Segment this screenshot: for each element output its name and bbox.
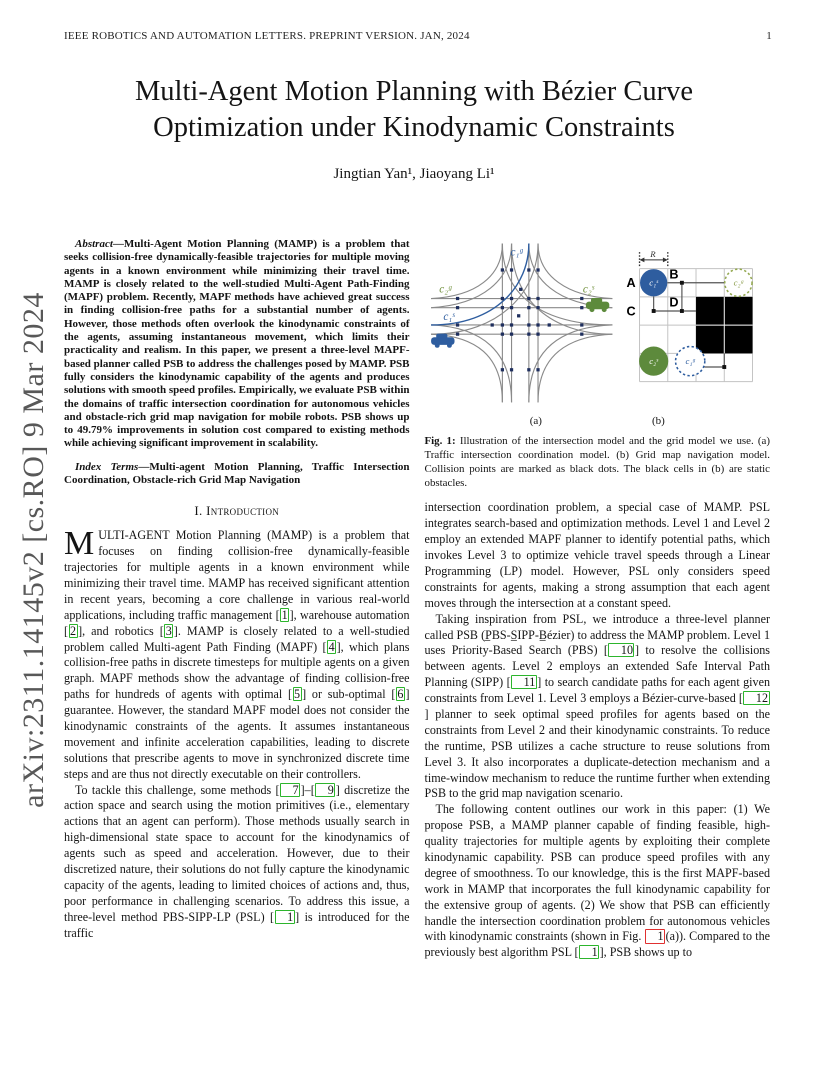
label-grid-c2-start: c₂ˢ <box>649 356 658 367</box>
citation-link[interactable]: 12 <box>743 691 769 705</box>
label-cell-a: A <box>626 276 636 291</box>
label-c2-start: c₂ˢ <box>582 283 594 296</box>
citation-link[interactable]: 3 <box>165 623 172 638</box>
subcaption-b: (b) <box>651 415 665 427</box>
index-terms-lead: Index Terms <box>75 460 139 473</box>
dropcap-m: M <box>64 525 95 563</box>
running-header <box>64 30 772 42</box>
figure-reference-link[interactable]: 1 <box>645 929 665 943</box>
subcaptions-row <box>425 414 771 427</box>
green-car-icon <box>585 298 608 312</box>
subcaption-a: (a) <box>529 415 542 427</box>
citation-link[interactable]: 1 <box>579 945 599 959</box>
citation-link[interactable]: 9 <box>315 783 335 797</box>
two-column-body <box>64 238 770 1032</box>
label-c1-start: c₁ˢ <box>442 310 455 323</box>
abstract-text: —Multi-Agent Motion Planning (MAMP) is a problem that seeks collision-free dynamically-feasible trajectories for multiple moving agents in a known environment while minimizing their travel time. MAMP is closely related to the well-studied Multi-Agent Path-Finding (MAPF) problem. Recently, MAPF methods have achieved great success in finding collision-free paths for a substantial number of agents. However, those methods often overlook the kinodynamic constraints of the agents, assuming instantaneous movement, which limits their practicality and realism. In this paper, we present a three-level MAPF-based planner called PSB to address the challenges posed by MAMP. PSB fully considers the kinodynamic capability of the agents and produces solutions with smooth speed profiles. Empirically, we evaluate PSB within the domains of traffic intersection coordination for autonomous vehicles and obstacle-rich grid map navigation for mobile robots. PSB shows up to 49.79% improvements in solution cost compared to existing methods while achieving significant improvement in scalability. <box>64 238 410 450</box>
label-cell-c: C <box>626 304 636 319</box>
blue-car-icon <box>431 334 454 348</box>
citation-link[interactable]: 1 <box>275 910 295 924</box>
figure-1 <box>425 238 771 490</box>
obstacle-cells <box>696 297 752 353</box>
index-terms-paragraph <box>64 461 410 488</box>
abstract-lead: Abstract <box>75 238 113 250</box>
grid-map-diagram <box>622 246 770 414</box>
citation-link[interactable]: 11 <box>511 675 537 689</box>
right-paragraph-2: Taking inspiration from PSL, we introduce a three-level planner called PSB (P̲BS-S̲IPP-B̲ézier) to address the MAMP problem. Level 1 uses Priority-Based Search (PBS) [ 10 ] to resolve the collisions between agents. Level 2 employs an extended Safe Interval Path Planning (SIPP) [ 11 ] to search candidate paths for each agent given constraints from Level 1. Level 3 employs a Bézier-curve-based [ 12] planner to seek optimal speed profiles for agents based on the constraints from Level 2 and their kinodynamic constraints. To reduce the runtime, PSB utilizes a cache structure to reuse solutions from Level 3. It also incorporates a duplicate-detection mechanism and a time-window mechanism to reduce the runtime further when extending PSB to the grid map navigation scenario. <box>424 611 770 801</box>
figure-caption-text: Illustration of the intersection model and the grid model we use. (a) Traffic intersection coordination model. (b) Grid map navigation model. Collision points are marked as black dots. The black cells in (b) are static obstacles. <box>424 435 770 489</box>
right-paragraph-3: The following content outlines our work in this paper: (1) We propose PSB, a MAMP planner capable of finding feasible, high-quality trajectories for multiple agents by exploiting their complete kinodynamic capability. PSB can produce speed profiles with any degree of smoothness. To our knowledge, this is the first MAPF-based work in MAMP that incorporates the full kinodynamic capability for the extensive group of agents. (2) We show that PSB can efficiently handle the intersection coordination problem for autonomous vehicles with kinodynamic constraints (shown in Fig. 1 (a)). Compared to the previously best algorithm PSL [ 1 ], PSB shows up to <box>424 802 770 960</box>
citation-link[interactable]: 10 <box>608 643 634 657</box>
radius-annotation <box>639 249 667 268</box>
left-column <box>64 238 410 1032</box>
label-cell-b: B <box>669 267 679 282</box>
arxiv-watermark: arXiv:2311.14145v2 [cs.RO] 9 Mar 2024 <box>17 292 50 808</box>
citation-link[interactable]: 2 <box>70 623 77 638</box>
figure-caption <box>425 435 771 490</box>
label-cell-d: D <box>669 295 679 310</box>
header-title: IEEE ROBOTICS AND AUTOMATION LETTERS. PREPRINT VERSION. JAN, 2024 <box>64 30 470 42</box>
intro-paragraph-1 <box>64 525 410 782</box>
section-heading-introduction: I. Introduction <box>194 503 280 519</box>
label-c2-goal: c₂ᵍ <box>438 283 451 296</box>
citation-link[interactable]: 4 <box>328 639 335 654</box>
label-grid-c1-start: c₁ˢ <box>649 277 658 288</box>
citation-link[interactable]: 5 <box>294 687 301 702</box>
paper-authors: Jingtian Yan¹, Jiaoyang Li¹ <box>333 166 495 182</box>
label-radius: R <box>650 248 656 259</box>
figure-caption-lead: Fig. 1: <box>424 435 456 447</box>
citation-link[interactable]: 1 <box>281 607 288 622</box>
label-grid-c1-goal: c₁ᵍ <box>685 356 695 367</box>
page-number: 1 <box>766 30 772 42</box>
abstract-paragraph <box>64 238 410 451</box>
intro-paragraph-1-text: ULTI-AGENT Motion Planning (MAMP) is a problem that focuses on finding collision-free dynamically-feasible trajectories for multiple agents in a known environment while minimizing their travel time. MAMP has received significant attention in recent years, becoming a core challenge in various real-world applications, including traffic management [ 1 ], warehouse automation [ 2 ], and robotics [ 3 ]. MAMP is closely related to a well-studied problem called Multi-agent Path Finding (MAPF) [ 4 ], which plans collision-free paths in discrete timesteps for multiple agents on a given graph. MAPF methods show the advantage of finding collision-free paths for hundreds of agents with optimal [ 5 ] or sub-optimal [ 6 ] guarantee. However, the standard MAPF model does not consider the kinodynamic constraints of the agents. It assumes instantaneous movement and infinite acceleration capabilities, leading to discrete solutions that prescribe agents to move in synchronized discrete time steps and are thus not directly executable on their controllers. <box>64 528 410 781</box>
intersection-diagram <box>425 238 618 414</box>
citation-link[interactable]: 7 <box>280 783 300 797</box>
figure-1-canvases <box>425 238 771 414</box>
label-grid-c2-goal: c₂ᵍ <box>733 277 744 288</box>
label-c1-goal: c₁ᵍ <box>510 246 523 259</box>
paper-title: Multi-Agent Motion Planning with Bézier Curve Optimization under Kinodynamic Constraints <box>134 76 694 144</box>
right-column <box>425 238 771 1032</box>
intro-paragraph-2: To tackle this challenge, some methods [ 7 ]–[ 9 ] discretize the action space and search using the motion primitives (i.e., elementary actions that an agent can perform). Those methods usually search in high-dimensional state space to account for the kinodynamics of agents such as speed and acceleration. However, due to their discretized nature, their solutions do not fully capture the kinodynamic capacity of the agents, leading to limited choices of actions and, thus, poor performance in challenging scenarios. To address this issue, a three-level method PBS-SIPP-LP (PSL) [ 1 ] is introduced for the traffic <box>64 782 410 940</box>
citation-link[interactable]: 6 <box>397 687 404 702</box>
index-terms-text: —Multi-agent Motion Planning, Traffic Intersection Coordination, Obstacle-rich Grid Map Navigation <box>64 460 410 487</box>
right-paragraph-1: intersection coordination problem, a special case of MAMP. PSL integrates search-based and optimization methods. Level 1 and Level 2 employ an extended MAPF planner to identify potential paths, which invokes Level 3 to optimize vehicle travel speeds through a Linear Programming (LP) model. However, PSL only considers speed constraints for agents, making a strong assumption that each agent moves through the intersection at a constant speed. <box>424 500 770 610</box>
